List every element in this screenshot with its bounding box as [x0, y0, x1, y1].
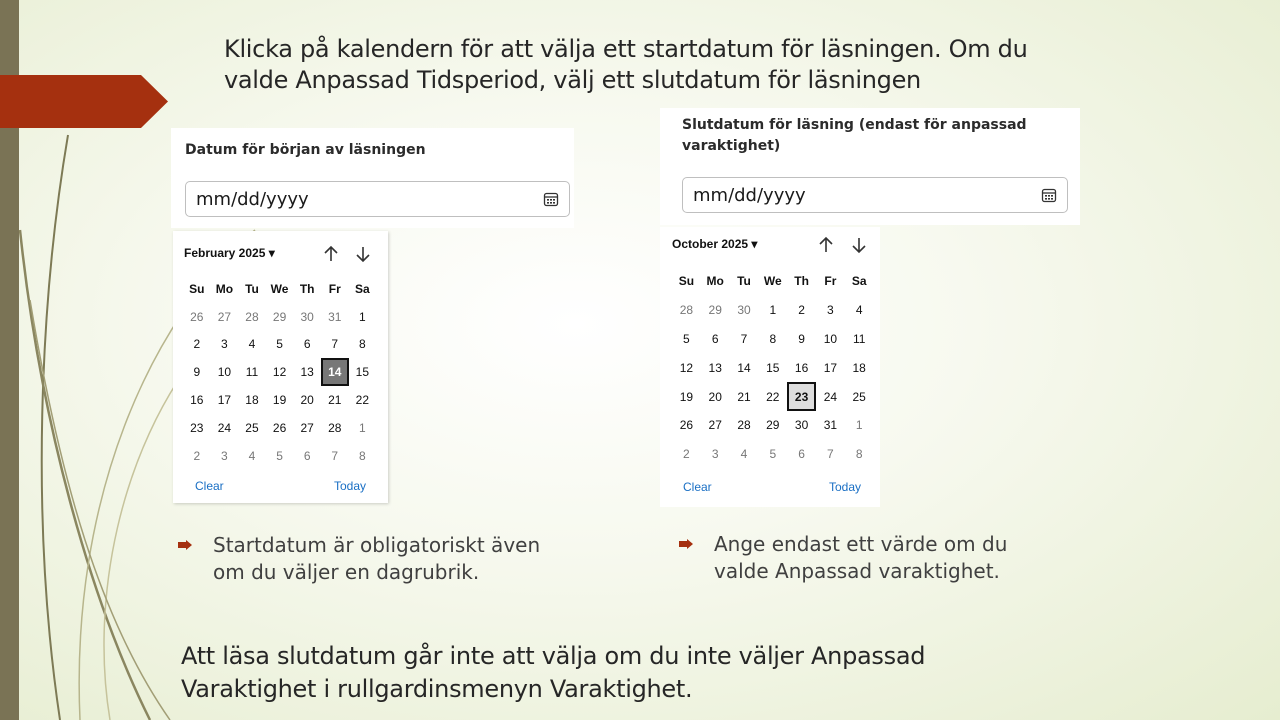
calendar-day[interactable]: 22 — [355, 393, 370, 408]
weekday-header: Mo — [706, 274, 724, 289]
calendar-day[interactable]: 16 — [190, 393, 204, 408]
start-calendar-grid — [183, 275, 376, 470]
calendar-day[interactable]: 28 — [737, 418, 751, 433]
calendar-day[interactable]: 28 — [328, 420, 342, 435]
bullet-left-text — [213, 532, 540, 586]
calendar-day[interactable]: 24 — [823, 389, 838, 404]
calendar-week-row — [183, 414, 376, 442]
bullet-right-text — [714, 531, 1007, 585]
calendar-day[interactable]: 21 — [737, 389, 751, 404]
calendar-day[interactable]: 27 — [300, 420, 314, 435]
calendar-day[interactable]: 8 — [359, 448, 366, 463]
calendar-day[interactable]: 2 — [798, 303, 805, 318]
calendar-day[interactable]: 31 — [328, 309, 342, 324]
calendar-day[interactable]: 26 — [272, 420, 287, 435]
end-date-input[interactable] — [682, 177, 1068, 213]
title-line-1: Klicka på kalendern för att välja ett startdatum för läsningen. Om du — [224, 35, 1028, 63]
weekday-header: We — [763, 274, 782, 289]
calendar-day[interactable]: 20 — [300, 393, 314, 408]
calendar-day[interactable]: 10 — [823, 331, 838, 346]
end-calendar-grid — [672, 267, 874, 469]
calendar-week-row — [183, 331, 376, 359]
calendar-week-row — [672, 325, 874, 354]
calendar-day[interactable]: 8 — [359, 337, 366, 352]
calendar-week-row — [672, 382, 874, 411]
calendar-week-row — [672, 296, 874, 325]
calendar-day[interactable]: 3 — [221, 337, 228, 352]
calendar-day[interactable]: 30 — [794, 418, 809, 433]
calendar-day[interactable]: 6 — [798, 447, 805, 462]
end-date-label — [682, 115, 1027, 157]
footer-line-2: Varaktighet i rullgardinsmenyn Varaktighet. — [181, 675, 693, 703]
calendar-day[interactable]: 1 — [769, 303, 777, 318]
bullet-right-line-1: Ange endast ett värde om du — [714, 532, 1008, 556]
calendar-day[interactable]: 12 — [272, 365, 287, 380]
calendar-day[interactable]: 29 — [766, 418, 780, 433]
next-month-arrow-icon[interactable] — [354, 245, 372, 263]
calendar-day[interactable]: 17 — [823, 360, 838, 375]
calendar-day[interactable]: 14 — [737, 360, 751, 375]
calendar-day[interactable]: 18 — [852, 360, 866, 375]
previous-month-arrow-icon[interactable] — [322, 245, 340, 263]
calendar-day[interactable]: 29 — [708, 303, 722, 318]
bullet-left — [178, 532, 598, 592]
weekday-header: Tu — [245, 281, 259, 296]
calendar-day[interactable]: 10 — [217, 365, 232, 380]
calendar-week-row — [183, 358, 376, 386]
calendar-day[interactable]: 6 — [303, 337, 311, 352]
weekday-header: Su — [189, 281, 205, 296]
start-date-picker — [173, 231, 388, 503]
arrow-bullet-icon — [178, 540, 192, 550]
calendar-icon[interactable] — [1041, 187, 1057, 203]
footer-note — [181, 640, 1181, 706]
weekday-header: Mo — [215, 281, 234, 296]
calendar-day[interactable]: 1 — [855, 418, 863, 433]
calendar-icon[interactable] — [543, 191, 559, 207]
weekday-header: Fr — [824, 274, 837, 289]
calendar-day[interactable]: 4 — [855, 303, 863, 318]
calendar-day-selected[interactable]: 14 — [321, 358, 349, 386]
weekday-header: Sa — [355, 281, 370, 296]
calendar-day[interactable]: 7 — [331, 337, 339, 352]
calendar-day[interactable]: 18 — [245, 393, 259, 408]
calendar-day[interactable]: 27 — [708, 418, 722, 433]
clear-button[interactable]: Clear — [683, 480, 712, 494]
calendar-day[interactable]: 20 — [708, 389, 722, 404]
calendar-day[interactable]: 13 — [300, 365, 314, 380]
calendar-week-row — [183, 386, 376, 414]
start-date-placeholder: mm/dd/yyyy — [196, 188, 309, 210]
calendar-day[interactable]: 28 — [245, 309, 259, 324]
end-date-picker — [660, 227, 880, 507]
calendar-day[interactable]: 22 — [766, 389, 780, 404]
start-date-label: Datum för början av läsningen — [185, 142, 426, 158]
calendar-day[interactable]: 30 — [737, 303, 751, 318]
calendar-day[interactable]: 15 — [355, 365, 370, 380]
bullet-left-line-1: Startdatum är obligatoriskt även — [213, 533, 541, 557]
end-date-label-line-1: Slutdatum för läsning (endast för anpassad — [682, 117, 1027, 133]
calendar-day[interactable]: 28 — [679, 303, 694, 318]
calendar-day[interactable]: 2 — [193, 448, 201, 463]
calendar-day[interactable]: 9 — [193, 365, 201, 380]
footer-line-1: Att läsa slutdatum går inte att välja om du inte väljer Anpassad — [181, 642, 926, 670]
calendar-week-row — [672, 411, 874, 440]
calendar-day[interactable]: 26 — [190, 309, 204, 324]
today-button[interactable]: Today — [334, 479, 367, 493]
start-date-input[interactable] — [185, 181, 570, 217]
weekday-header: We — [270, 281, 289, 296]
month-year-select[interactable]: October 2025 ▾ — [672, 237, 758, 251]
calendar-day[interactable]: 5 — [683, 331, 690, 346]
end-date-placeholder: mm/dd/yyyy — [693, 184, 806, 206]
calendar-day[interactable]: 4 — [740, 447, 748, 462]
calendar-day[interactable]: 13 — [708, 360, 722, 375]
calendar-day[interactable]: 7 — [331, 448, 339, 463]
start-date-panel — [171, 128, 574, 228]
calendar-day[interactable]: 15 — [766, 360, 780, 375]
calendar-day[interactable]: 3 — [827, 303, 834, 318]
calendar-week-row — [672, 353, 874, 382]
end-date-label-line-2: varaktighet) — [682, 138, 781, 154]
calendar-day[interactable]: 27 — [217, 309, 232, 324]
bullet-right — [679, 531, 1099, 591]
calendar-day[interactable]: 5 — [769, 447, 777, 462]
calendar-day[interactable]: 11 — [852, 331, 866, 346]
calendar-day[interactable]: 25 — [852, 389, 866, 404]
calendar-day[interactable]: 24 — [217, 420, 232, 435]
bullet-left-line-2: om du väljer en dagrubrik. — [213, 560, 480, 584]
weekday-header: Fr — [328, 281, 341, 296]
previous-month-arrow-icon[interactable] — [817, 236, 835, 254]
end-date-panel — [660, 108, 1080, 225]
calendar-day[interactable]: 29 — [272, 309, 287, 324]
calendar-day[interactable]: 19 — [679, 389, 694, 404]
calendar-day[interactable]: 11 — [245, 365, 259, 380]
today-button[interactable]: Today — [829, 480, 862, 494]
calendar-day[interactable]: 4 — [248, 448, 256, 463]
calendar-day[interactable]: 2 — [193, 337, 201, 352]
calendar-day[interactable]: 31 — [823, 418, 838, 433]
weekday-header: Th — [794, 274, 809, 289]
clear-button[interactable]: Clear — [195, 479, 224, 493]
calendar-day[interactable]: 5 — [276, 448, 283, 463]
bullet-right-line-2: valde Anpassad varaktighet. — [714, 559, 1000, 583]
title-arrow — [0, 75, 168, 128]
calendar-day[interactable]: 2 — [683, 447, 690, 462]
calendar-day-selected[interactable]: 23 — [787, 382, 816, 411]
calendar-day[interactable]: 21 — [328, 393, 342, 408]
calendar-week-row — [183, 442, 376, 470]
calendar-day[interactable]: 7 — [827, 447, 834, 462]
calendar-day[interactable]: 8 — [855, 447, 863, 462]
month-year-select[interactable]: February 2025 ▾ — [184, 246, 275, 260]
calendar-day[interactable]: 23 — [190, 420, 204, 435]
calendar-day[interactable]: 3 — [711, 447, 719, 462]
weekday-header: Sa — [851, 274, 867, 289]
calendar-day[interactable]: 3 — [221, 448, 228, 463]
calendar-day[interactable]: 19 — [272, 393, 287, 408]
calendar-day[interactable]: 1 — [359, 309, 366, 324]
calendar-day[interactable]: 25 — [245, 420, 259, 435]
calendar-day[interactable]: 17 — [217, 393, 232, 408]
weekday-header: Su — [678, 274, 695, 289]
title-line-2: valde Anpassad Tidsperiod, välj ett slutdatum för läsningen — [224, 66, 921, 94]
calendar-day[interactable]: 4 — [248, 337, 256, 352]
calendar-day[interactable]: 7 — [740, 331, 748, 346]
arrow-bullet-icon — [679, 539, 693, 549]
calendar-week-row — [183, 303, 376, 331]
calendar-day[interactable]: 1 — [359, 420, 366, 435]
calendar-day[interactable]: 9 — [798, 331, 805, 346]
calendar-day[interactable]: 8 — [769, 331, 777, 346]
weekday-header: Th — [299, 281, 315, 296]
calendar-day[interactable]: 6 — [303, 448, 311, 463]
weekday-header: Tu — [737, 274, 751, 289]
slide-title — [224, 34, 1224, 96]
calendar-week-row — [672, 440, 874, 469]
calendar-day[interactable]: 16 — [794, 360, 809, 375]
calendar-day[interactable]: 12 — [679, 360, 694, 375]
calendar-day[interactable]: 5 — [276, 337, 283, 352]
calendar-day[interactable]: 6 — [711, 331, 719, 346]
next-month-arrow-icon[interactable] — [850, 236, 868, 254]
calendar-day[interactable]: 30 — [300, 309, 314, 324]
calendar-day[interactable]: 26 — [679, 418, 694, 433]
